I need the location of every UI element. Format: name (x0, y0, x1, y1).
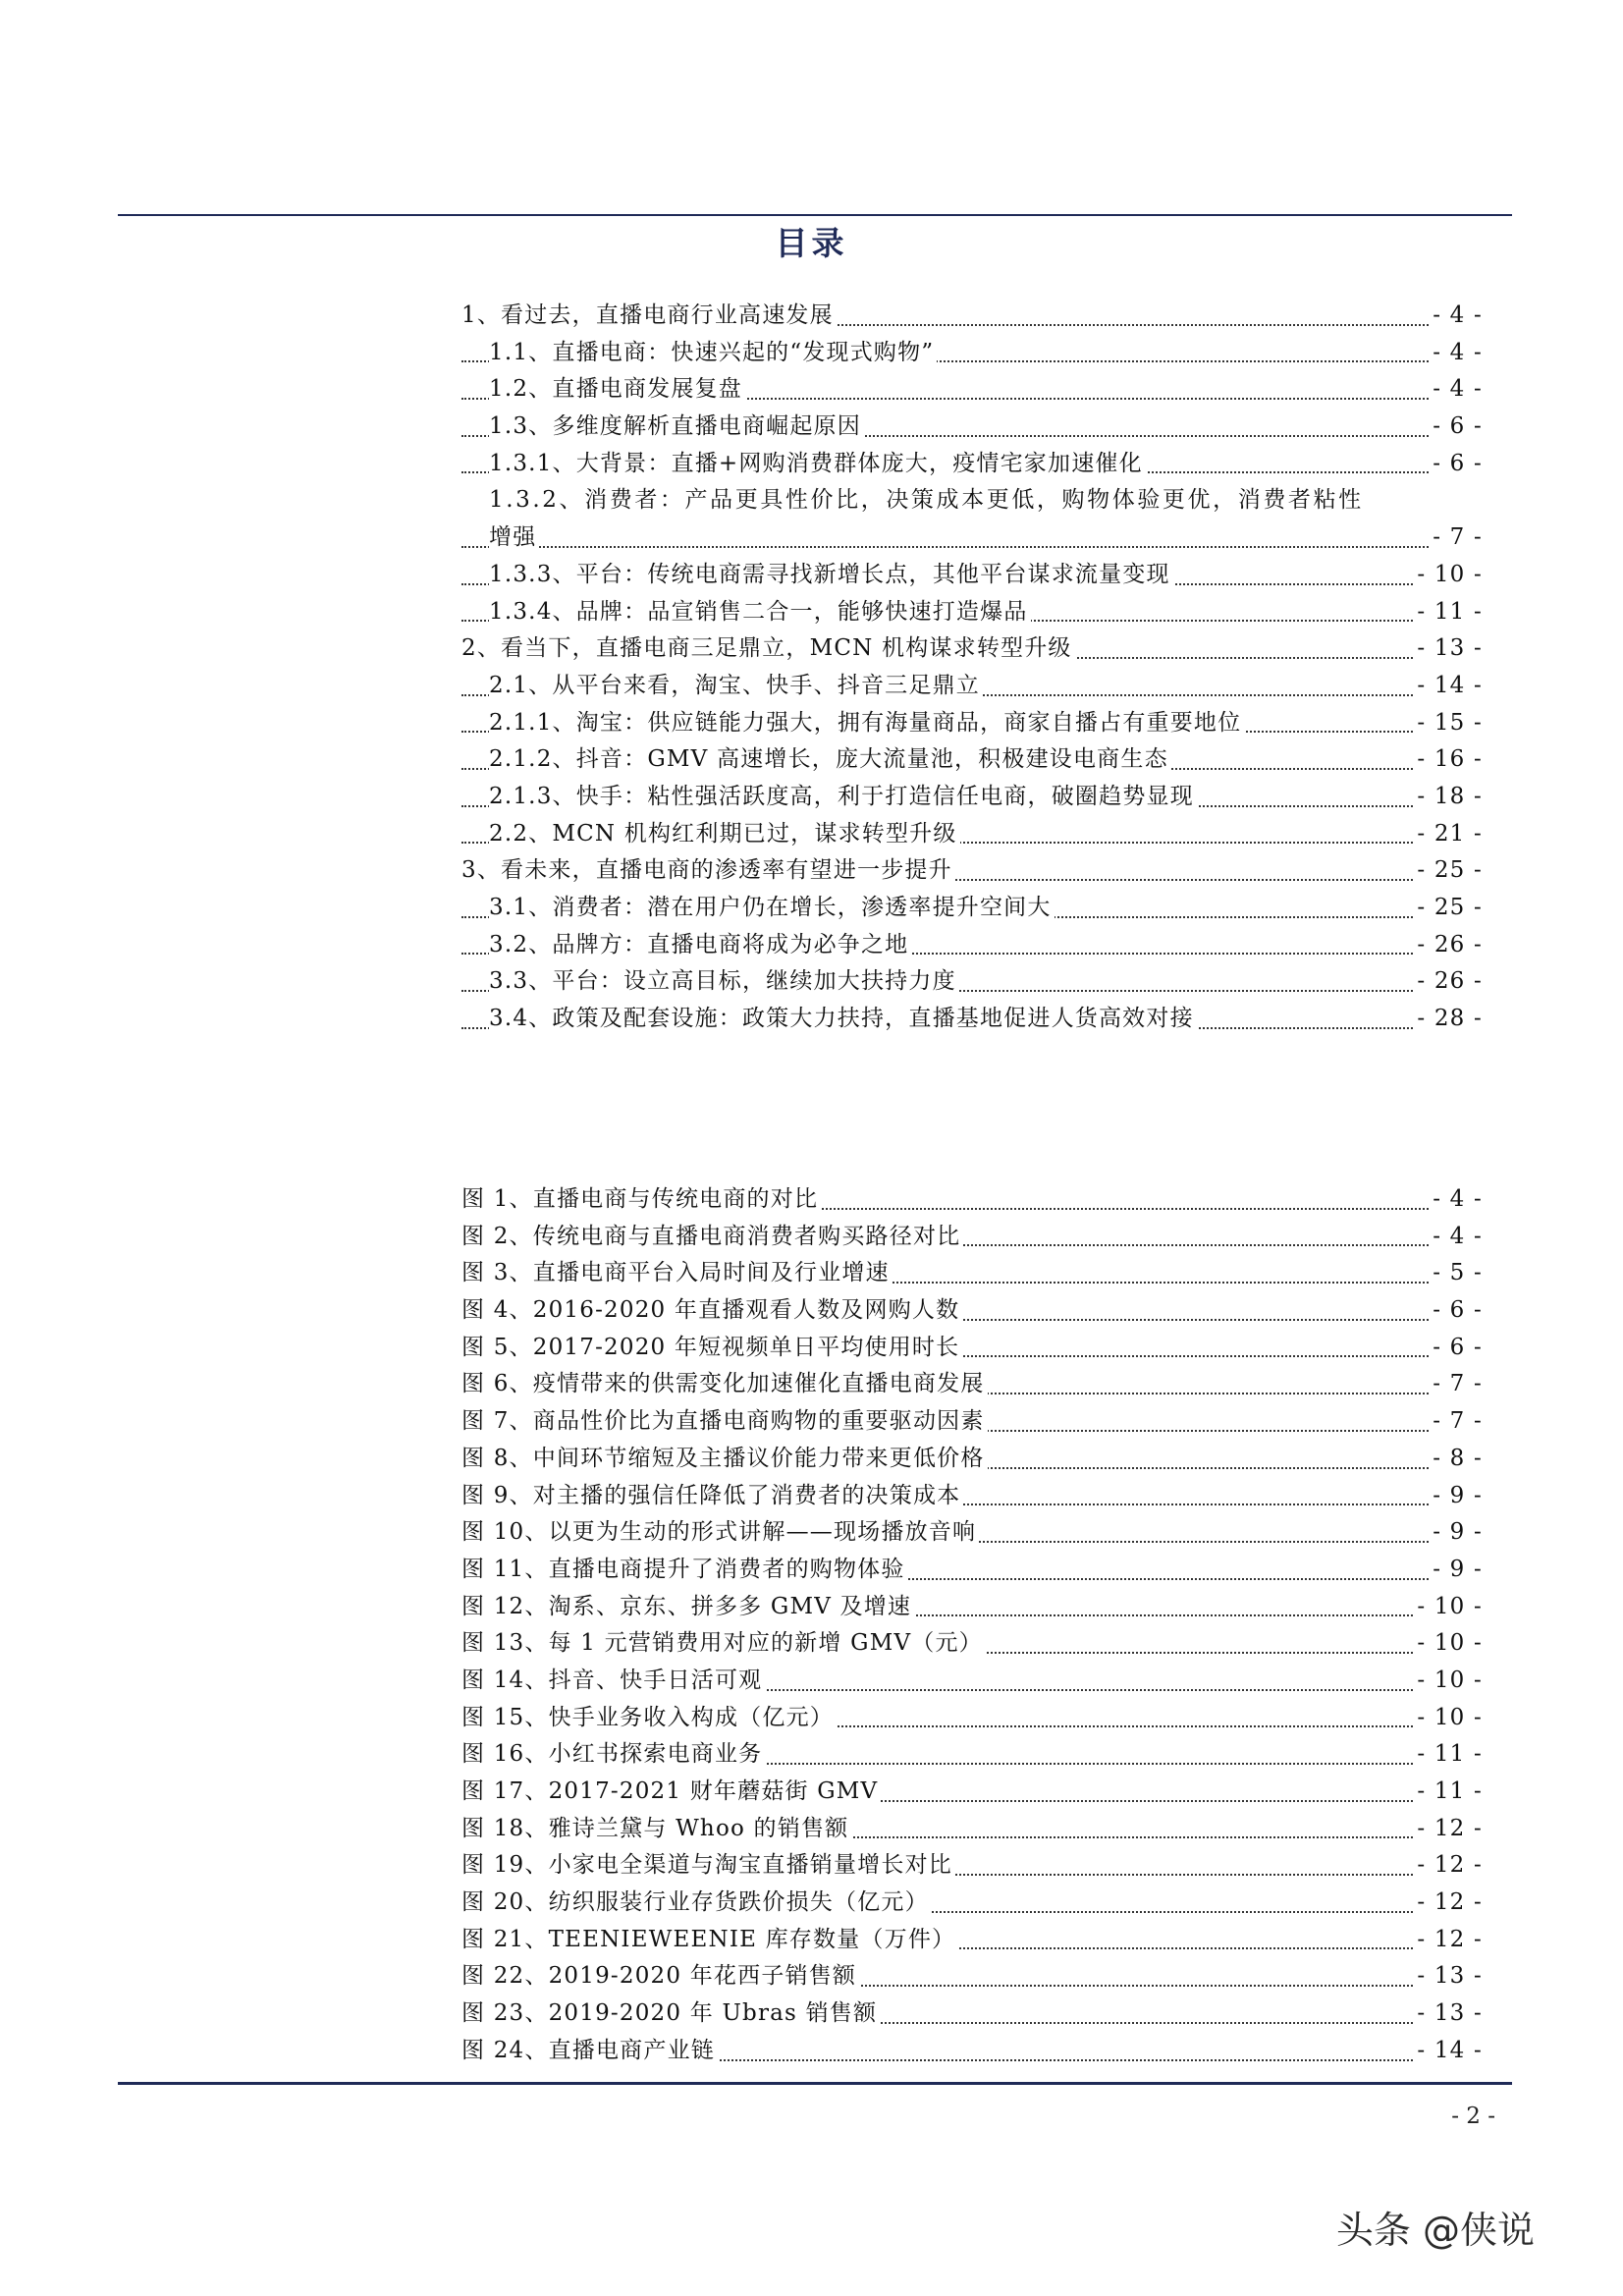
figure-entry[interactable] (461, 1219, 1483, 1256)
dot-leader (461, 546, 1483, 548)
figure-entry-page: - 11 - (1413, 1774, 1483, 1811)
toc-entry-page: - 6 - (1429, 409, 1483, 446)
toc-entry-title: 1.3.1、大背景：直播+网购消费群体庞大，疫情宅家加速催化 (489, 451, 1146, 476)
toc-entry-page: - 14 - (1413, 668, 1483, 705)
figure-entry-title: 图 23、2019-2020 年 Ubras 销售额 (461, 2000, 880, 2026)
figure-entry-title: 图 6、疫情带来的供需变化加速催化直播电商发展 (461, 1371, 988, 1396)
figure-entry[interactable] (461, 1478, 1483, 1515)
figure-entry[interactable] (461, 1625, 1483, 1663)
toc-entry[interactable] (461, 557, 1483, 594)
toc-entry-title: 3.3、平台：设立高目标，继续加大扶持力度 (489, 968, 959, 994)
toc-entry-title: 1、看过去，直播电商行业高速发展 (461, 302, 837, 328)
figure-entry[interactable] (461, 1885, 1483, 1922)
figure-entry[interactable] (461, 1514, 1483, 1552)
figure-entry[interactable] (461, 1366, 1483, 1403)
toc-entry-title: 2、看当下，直播电商三足鼎立，MCN 机构谋求转型升级 (461, 635, 1075, 661)
toc-entry[interactable] (461, 779, 1483, 816)
page-title: 目录 (775, 224, 848, 262)
figure-entry-title: 图 21、TEENIEWEENIE 库存数量（万件） (461, 1927, 958, 1952)
toc-entry[interactable] (461, 335, 1483, 372)
figure-entry-page: - 12 - (1413, 1885, 1483, 1922)
toc-entry-title: 3.4、政策及配套设施：政策大力扶持，直播基地促进人货高效对接 (489, 1006, 1197, 1031)
figure-entry-page: - 8 - (1429, 1441, 1483, 1478)
figure-entry-page: - 6 - (1429, 1330, 1483, 1367)
figure-entry-title: 图 11、直播电商提升了消费者的购物体验 (461, 1557, 908, 1582)
figure-entry-page: - 13 - (1413, 1958, 1483, 1995)
toc-entry-title: 2.1.2、抖音：GMV 高速增长，庞大流量池，积极建设电商生态 (489, 746, 1171, 772)
toc-entry-title: 2.1.3、快手：粘性强活跃度高，利于打造信任电商，破圈趋势显现 (489, 784, 1197, 809)
figure-entry-page: - 12 - (1413, 1811, 1483, 1848)
figure-entry-title: 图 14、抖音、快手日活可观 (461, 1667, 765, 1693)
figure-entry-page: - 14 - (1413, 2033, 1483, 2070)
figure-entry-page: - 7 - (1429, 1403, 1483, 1441)
toc-entry-page: - 18 - (1413, 779, 1483, 816)
top-divider (118, 214, 1512, 216)
figure-entry-title: 图 3、直播电商平台入局时间及行业增速 (461, 1260, 893, 1285)
figure-entry[interactable] (461, 1552, 1483, 1589)
toc-entry[interactable] (461, 482, 1483, 519)
figure-entry[interactable] (461, 1441, 1483, 1478)
toc-entry[interactable] (461, 446, 1483, 483)
figure-entry-title: 图 1、直播电商与传统电商的对比 (461, 1186, 821, 1212)
toc-entry-page: - 4 - (1429, 335, 1483, 372)
toc-entry-title: 1.3.4、品牌：品宣销售二合一，能够快速打造爆品 (489, 599, 1031, 625)
toc-entry-page: - 4 - (1429, 371, 1483, 409)
figure-entry[interactable] (461, 1181, 1483, 1219)
figure-entry-title: 图 17、2017-2021 财年蘑菇街 GMV (461, 1778, 881, 1804)
figure-entry[interactable] (461, 2033, 1483, 2070)
figure-entry[interactable] (461, 1292, 1483, 1330)
figure-entry-title: 图 16、小红书探索电商业务 (461, 1741, 765, 1767)
figure-entry[interactable] (461, 1589, 1483, 1626)
toc-entry-page: - 10 - (1413, 557, 1483, 594)
figure-entry-page: - 7 - (1429, 1366, 1483, 1403)
figure-entry[interactable] (461, 1958, 1483, 1995)
toc-entry-page: - 7 - (1429, 519, 1483, 557)
watermark-text: 头条 @侠说 (1335, 2209, 1535, 2252)
figure-entry-title: 图 8、中间环节缩短及主播议价能力带来更低价格 (461, 1446, 988, 1471)
figure-entry-title: 图 10、以更为生动的形式讲解——现场播放音响 (461, 1519, 979, 1545)
figure-entry[interactable] (461, 1330, 1483, 1367)
figure-entry-page: - 10 - (1413, 1625, 1483, 1663)
toc-entry[interactable] (461, 963, 1483, 1001)
toc-entry-page: - 26 - (1413, 927, 1483, 964)
figure-list (461, 1181, 1483, 2070)
toc-entry-page: - 25 - (1413, 890, 1483, 927)
toc-entry[interactable] (461, 371, 1483, 409)
toc-entry-title: 1.2、直播电商发展复盘 (489, 376, 745, 402)
figure-entry-page: - 4 - (1429, 1219, 1483, 1256)
toc-entry-title: 1.1、直播电商：快速兴起的“发现式购物” (489, 340, 937, 365)
toc-entry[interactable] (461, 705, 1483, 742)
bottom-divider (118, 2082, 1512, 2085)
figure-entry-title: 图 22、2019-2020 年花西子销售额 (461, 1963, 859, 1989)
figure-entry-page: - 10 - (1413, 1589, 1483, 1626)
toc-entry[interactable] (461, 668, 1483, 705)
toc-entry-title: 2.1、从平台来看，淘宝、快手、抖音三足鼎立 (489, 673, 983, 698)
toc-entry[interactable] (461, 927, 1483, 964)
toc-entry-page: - 4 - (1429, 298, 1483, 335)
toc-entry[interactable] (461, 519, 1483, 557)
toc-entry[interactable] (461, 890, 1483, 927)
toc-entry-page: - 26 - (1413, 963, 1483, 1001)
page-number: - 2 - (1451, 2104, 1495, 2129)
figure-entry-page: - 6 - (1429, 1292, 1483, 1330)
toc-entry[interactable] (461, 852, 1483, 890)
toc-entry-page: - 15 - (1413, 705, 1483, 742)
toc-entry[interactable] (461, 816, 1483, 853)
figure-entry[interactable] (461, 1736, 1483, 1774)
toc-entry[interactable] (461, 409, 1483, 446)
toc-entry-title: 2.2、MCN 机构红利期已过，谋求转型升级 (489, 821, 960, 847)
toc-entry[interactable] (461, 1001, 1483, 1038)
figure-entry-title: 图 15、快手业务收入构成（亿元） (461, 1705, 837, 1730)
toc-entry-page: - 16 - (1413, 741, 1483, 779)
figure-entry-title: 图 9、对主播的强信任降低了消费者的决策成本 (461, 1483, 963, 1508)
toc-entry[interactable] (461, 594, 1483, 631)
toc-entry-page: - 21 - (1413, 816, 1483, 853)
toc-entry-page: - 11 - (1413, 594, 1483, 631)
figure-entry-title: 图 20、纺织服装行业存货跌价损失（亿元） (461, 1889, 932, 1915)
figure-entry-page: - 9 - (1429, 1552, 1483, 1589)
figure-entry-title: 图 7、商品性价比为直播电商购物的重要驱动因素 (461, 1408, 988, 1434)
figure-entry[interactable] (461, 1403, 1483, 1441)
toc-entry-title: 1.3、多维度解析直播电商崛起原因 (489, 413, 864, 439)
toc-entry-page: - 25 - (1413, 852, 1483, 890)
toc-entry-page: - 28 - (1413, 1001, 1483, 1038)
figure-entry-page: - 4 - (1429, 1181, 1483, 1219)
figure-entry-page: - 13 - (1413, 1995, 1483, 2033)
figure-entry[interactable] (461, 1847, 1483, 1885)
toc-entry-page: - 6 - (1429, 446, 1483, 483)
figure-entry-page: - 9 - (1429, 1478, 1483, 1515)
figure-entry-title: 图 12、淘系、京东、拼多多 GMV 及增速 (461, 1594, 914, 1619)
toc-entry[interactable] (461, 298, 1483, 335)
figure-entry-page: - 10 - (1413, 1663, 1483, 1700)
toc-entry[interactable] (461, 630, 1483, 668)
toc-entry-title: 3.2、品牌方：直播电商将成为必争之地 (489, 932, 911, 957)
figure-entry[interactable] (461, 1922, 1483, 1959)
table-of-contents (461, 298, 1483, 1038)
figure-entry-title: 图 13、每 1 元营销费用对应的新增 GMV（元） (461, 1630, 986, 1656)
figure-entry[interactable] (461, 1995, 1483, 2033)
toc-entry-title: 3、看未来，直播电商的渗透率有望进一步提升 (461, 857, 955, 883)
toc-entry[interactable] (461, 741, 1483, 779)
figure-entry-page: - 10 - (1413, 1700, 1483, 1737)
figure-entry-title: 图 18、雅诗兰黛与 Whoo 的销售额 (461, 1816, 851, 1841)
figure-entry-title: 图 24、直播电商产业链 (461, 2038, 718, 2063)
toc-entry-title: 1.3.2、消费者：产品更具性价比，决策成本更低，购物体验更优，消费者粘性 (489, 487, 1367, 513)
figure-entry-page: - 11 - (1413, 1736, 1483, 1774)
figure-entry-title: 图 5、2017-2020 年短视频单日平均使用时长 (461, 1335, 962, 1360)
toc-entry-title: 3.1、消费者：潜在用户仍在增长，渗透率提升空间大 (489, 895, 1055, 920)
toc-entry-page: - 13 - (1413, 630, 1483, 668)
figure-entry-title: 图 4、2016-2020 年直播观看人数及网购人数 (461, 1297, 962, 1323)
figure-entry-page: - 12 - (1413, 1847, 1483, 1885)
figure-entry-title: 图 2、传统电商与直播电商消费者购买路径对比 (461, 1224, 963, 1249)
figure-entry[interactable] (461, 1811, 1483, 1848)
toc-entry-title: 2.1.1、淘宝：供应链能力强大，拥有海量商品，商家自播占有重要地位 (489, 710, 1244, 736)
figure-entry-page: - 5 - (1429, 1255, 1483, 1292)
toc-entry-title: 1.3.3、平台：传统电商需寻找新增长点，其他平台谋求流量变现 (489, 562, 1173, 587)
figure-entry-page: - 9 - (1429, 1514, 1483, 1552)
figure-entry[interactable] (461, 1774, 1483, 1811)
figure-entry[interactable] (461, 1255, 1483, 1292)
figure-entry-page: - 12 - (1413, 1922, 1483, 1959)
toc-entry-title: 增强 (489, 524, 539, 550)
figure-entry[interactable] (461, 1700, 1483, 1737)
figure-entry[interactable] (461, 1663, 1483, 1700)
figure-entry-title: 图 19、小家电全渠道与淘宝直播销量增长对比 (461, 1852, 955, 1878)
